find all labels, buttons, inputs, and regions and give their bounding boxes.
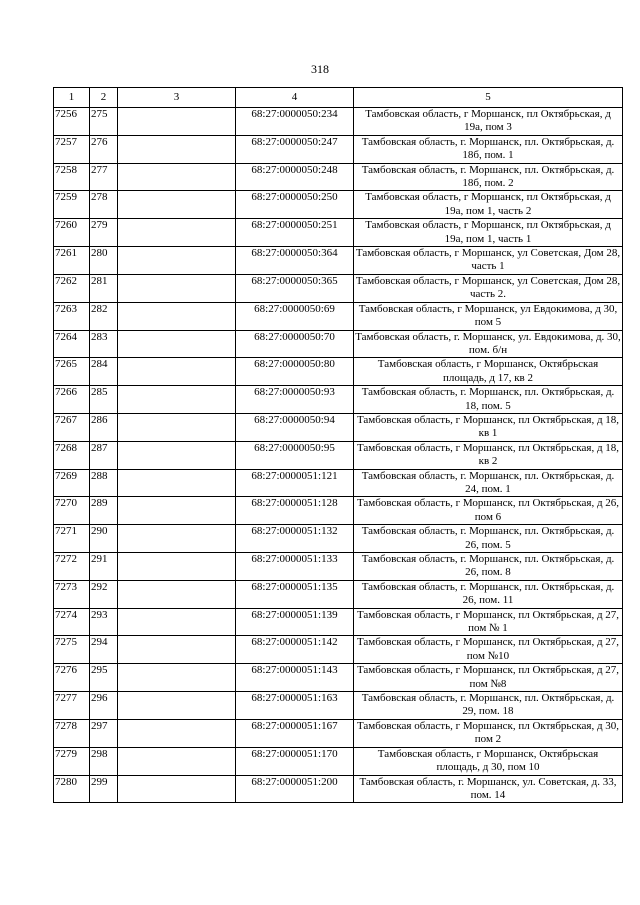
column-3-cell: [118, 358, 236, 386]
address-cell: Тамбовская область, г Моршанск, ул Советская, Дом 28, часть 1: [354, 247, 623, 275]
item-number-cell: 292: [90, 580, 118, 608]
column-3-cell: [118, 719, 236, 747]
row-number-cell: 7261: [54, 247, 90, 275]
address-cell: Тамбовская область, г. Моршанск, пл. Октябрьская, д. 24, пом. 1: [354, 469, 623, 497]
column-3-cell: [118, 163, 236, 191]
item-number-cell: 293: [90, 608, 118, 636]
row-number-cell: 7276: [54, 664, 90, 692]
table-row: [54, 163, 623, 191]
row-number-cell: 7275: [54, 636, 90, 664]
row-number-cell: 7258: [54, 163, 90, 191]
cadastral-number-cell: 68:27:0000051:135: [236, 580, 354, 608]
row-number-cell: 7267: [54, 413, 90, 441]
item-number-cell: 283: [90, 330, 118, 358]
cadastral-number-cell: 68:27:0000051:128: [236, 497, 354, 525]
page-number: 318: [311, 62, 329, 76]
address-cell: Тамбовская область, г. Моршанск, пл. Октябрьская, д. 26, пом. 8: [354, 553, 623, 581]
table-row: [54, 191, 623, 219]
address-cell: Тамбовская область, г Моршанск, ул Советская, Дом 28, часть 2.: [354, 274, 623, 302]
column-3-cell: [118, 219, 236, 247]
cadastral-number-cell: 68:27:0000050:95: [236, 441, 354, 469]
cadastral-number-cell: 68:27:0000051:133: [236, 553, 354, 581]
row-number-cell: 7256: [54, 108, 90, 136]
cadastral-number-cell: 68:27:0000051:170: [236, 747, 354, 775]
table-row: [54, 719, 623, 747]
item-number-cell: 285: [90, 386, 118, 414]
address-cell: Тамбовская область, г. Моршанск, пл. Октябрьская, д. 18б, пом. 2: [354, 163, 623, 191]
cadastral-number-cell: 68:27:0000050:250: [236, 191, 354, 219]
table-row: [54, 330, 623, 358]
table-row: [54, 108, 623, 136]
cadastral-number-cell: 68:27:0000050:248: [236, 163, 354, 191]
item-number-cell: 279: [90, 219, 118, 247]
column-3-cell: [118, 247, 236, 275]
address-cell: Тамбовская область, г. Моршанск, ул. Евдокимова, д. 30, пом. б/н: [355, 330, 621, 356]
row-number-cell: 7277: [54, 692, 90, 720]
column-header-3: 3: [118, 88, 236, 108]
table-row: [54, 219, 623, 247]
table-row: [54, 664, 623, 692]
column-3-cell: [118, 302, 236, 330]
cadastral-number-cell: 68:27:0000050:251: [236, 219, 354, 247]
row-number-cell: 7270: [54, 497, 90, 525]
row-number-cell: 7269: [54, 469, 90, 497]
item-number-cell: 286: [90, 413, 118, 441]
column-3-cell: [118, 191, 236, 219]
cadastral-number-cell: 68:27:0000051:139: [236, 608, 354, 636]
item-number-cell: 281: [90, 274, 118, 302]
cadastral-number-cell: 68:27:0000051:200: [236, 775, 354, 803]
column-3-cell: [118, 497, 236, 525]
table-row: [54, 441, 623, 469]
cadastral-number-cell: 68:27:0000051:121: [236, 469, 354, 497]
cadastral-number-cell: 68:27:0000051:167: [236, 719, 354, 747]
cadastral-number-cell: 68:27:0000051:143: [236, 664, 354, 692]
item-number-cell: 291: [90, 553, 118, 581]
table-row: [54, 692, 623, 720]
cadastral-number-cell: 68:27:0000050:80: [236, 358, 354, 386]
column-3-cell: [118, 108, 236, 136]
column-header-1: 1: [54, 88, 90, 108]
item-number-cell: 298: [90, 747, 118, 775]
column-3-cell: [118, 608, 236, 636]
address-cell: Тамбовская область, г Моршанск, пл Октябрьская, д 19а, пом 1, часть 2: [354, 191, 623, 219]
row-number-cell: 7262: [54, 274, 90, 302]
table-row: [54, 553, 623, 581]
address-cell: Тамбовская область, г. Моршанск, пл. Октябрьская, д. 26, пом. 11: [354, 580, 623, 608]
table-row: [54, 274, 623, 302]
item-number-cell: 288: [90, 469, 118, 497]
cadastral-number-cell: 68:27:0000050:69: [236, 302, 354, 330]
column-3-cell: [118, 580, 236, 608]
column-3-cell: [118, 636, 236, 664]
item-number-cell: 294: [90, 636, 118, 664]
item-number-cell: 275: [90, 108, 118, 136]
row-number-cell: 7259: [54, 191, 90, 219]
table-row: [54, 775, 623, 803]
address-cell: Тамбовская область, г. Моршанск, ул. Советская, д. 33, пом. 14: [354, 775, 623, 803]
table-row: [54, 747, 623, 775]
item-number-cell: 280: [90, 247, 118, 275]
item-number-cell: 299: [90, 775, 118, 803]
column-3-cell: [118, 664, 236, 692]
column-3-cell: [118, 525, 236, 553]
row-number-cell: 7260: [54, 219, 90, 247]
cadastral-number-cell: 68:27:0000051:142: [236, 636, 354, 664]
column-3-cell: [118, 413, 236, 441]
address-cell: Тамбовская область, г Моршанск, пл Октябрьская, д 27, пом №10: [354, 636, 623, 664]
column-3-cell: [118, 747, 236, 775]
row-number-cell: 7265: [54, 358, 90, 386]
address-cell: Тамбовская область, г Моршанск, пл Октябрьская, д 18, кв 1: [354, 413, 623, 441]
column-3-cell: [118, 469, 236, 497]
table-row: [54, 580, 623, 608]
row-number-cell: 7257: [54, 135, 90, 163]
row-number-cell: 7266: [54, 386, 90, 414]
item-number-cell: 297: [90, 719, 118, 747]
address-cell: Тамбовская область, г Моршанск, Октябрьская площадь, д 30, пом 10: [354, 747, 623, 775]
table-row: [54, 497, 623, 525]
column-3-cell: [118, 135, 236, 163]
address-cell: Тамбовская область, г Моршанск, ул Евдокимова, д 30, пом 5: [354, 302, 623, 330]
item-number-cell: 290: [90, 525, 118, 553]
cadastral-number-cell: 68:27:0000050:70: [236, 330, 354, 358]
table-row: [54, 636, 623, 664]
table-row: [54, 358, 623, 386]
column-3-cell: [118, 553, 236, 581]
address-cell: Тамбовская область, г Моршанск, пл Октябрьская, д 26, пом 6: [354, 497, 623, 525]
address-cell: Тамбовская область, г Моршанск, пл Октябрьская, д 19а, пом 1, часть 1: [354, 219, 623, 247]
column-3-cell: [118, 330, 236, 358]
item-number-cell: 296: [90, 692, 118, 720]
item-number-cell: 295: [90, 664, 118, 692]
row-number-cell: 7279: [54, 747, 90, 775]
registry-table-body: [54, 88, 623, 803]
address-cell: Тамбовская область, г Моршанск, пл Октябрьская, д 19а, пом 3: [354, 108, 623, 136]
cadastral-number-cell: 68:27:0000051:163: [236, 692, 354, 720]
column-header-4: 4: [236, 88, 354, 108]
item-number-cell: 284: [90, 358, 118, 386]
column-header-2: 2: [90, 88, 118, 108]
cadastral-number-cell: 68:27:0000050:247: [236, 135, 354, 163]
item-number-cell: 278: [90, 191, 118, 219]
row-number-cell: 7273: [54, 580, 90, 608]
item-number-cell: 282: [90, 302, 118, 330]
column-3-cell: [118, 775, 236, 803]
registry-table: [53, 87, 623, 803]
address-cell: Тамбовская область, г Моршанск, пл Октябрьская, д 27, пом №8: [354, 664, 623, 692]
address-cell: Тамбовская область, г Моршанск, пл Октябрьская, д 18, кв 2: [354, 441, 623, 469]
row-number-cell: 7274: [54, 608, 90, 636]
table-row: [54, 386, 623, 414]
address-cell: Тамбовская область, г Моршанск, пл Октябрьская, д 27, пом № 1: [354, 608, 623, 636]
row-number-cell: 7272: [54, 553, 90, 581]
table-row: [54, 608, 623, 636]
table-header-row: [54, 88, 623, 108]
address-cell: Тамбовская область, г. Моршанск, пл. Октябрьская, д. 26, пом. 5: [354, 525, 623, 553]
row-number-cell: 7263: [54, 302, 90, 330]
address-cell: Тамбовская область, г. Моршанск, пл. Октябрьская, д. 29, пом. 18: [354, 692, 623, 720]
column-3-cell: [118, 274, 236, 302]
table-row: [54, 135, 623, 163]
row-number-cell: 7268: [54, 441, 90, 469]
table-row: [54, 469, 623, 497]
row-number-cell: 7271: [54, 525, 90, 553]
address-cell: Тамбовская область, г Моршанск, Октябрьская площадь, д 17, кв 2: [354, 358, 623, 386]
address-cell: Тамбовская область, г. Моршанск, пл. Октябрьская, д. 18, пом. 5: [354, 386, 623, 414]
column-3-cell: [118, 692, 236, 720]
column-header-5: 5: [354, 88, 623, 108]
item-number-cell: 287: [90, 441, 118, 469]
address-cell: Тамбовская область, г. Моршанск, пл. Октябрьская, д. 18б, пом. 1: [354, 135, 623, 163]
row-number-cell: 7280: [54, 775, 90, 803]
cadastral-number-cell: 68:27:0000050:93: [236, 386, 354, 414]
item-number-cell: 277: [90, 163, 118, 191]
column-3-cell: [118, 441, 236, 469]
column-3-cell: [118, 386, 236, 414]
table-row: [54, 413, 623, 441]
cadastral-number-cell: 68:27:0000050:94: [236, 413, 354, 441]
cadastral-number-cell: 68:27:0000051:132: [236, 525, 354, 553]
row-number-cell: 7264: [54, 330, 90, 358]
item-number-cell: 289: [90, 497, 118, 525]
table-row: [54, 302, 623, 330]
table-row: [54, 247, 623, 275]
cadastral-number-cell: 68:27:0000050:365: [236, 274, 354, 302]
table-row: [54, 525, 623, 553]
cadastral-number-cell: 68:27:0000050:234: [236, 108, 354, 136]
row-number-cell: 7278: [54, 719, 90, 747]
address-cell: Тамбовская область, г Моршанск, пл Октябрьская, д 30, пом 2: [354, 719, 623, 747]
cadastral-number-cell: 68:27:0000050:364: [236, 247, 354, 275]
item-number-cell: 276: [90, 135, 118, 163]
